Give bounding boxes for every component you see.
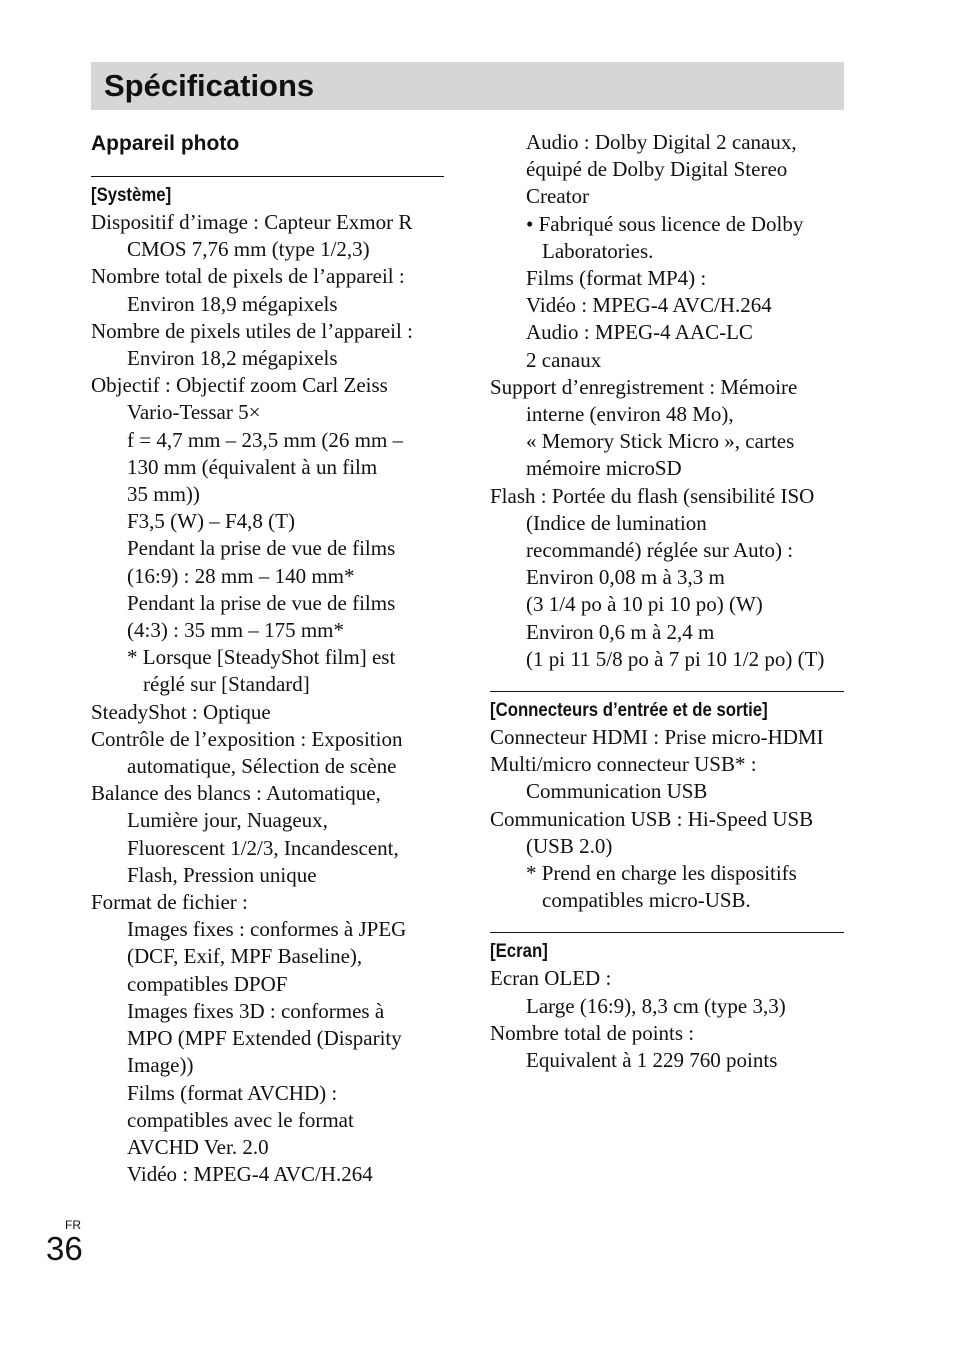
spec-line: Images fixes 3D : conformes à [127, 998, 385, 1023]
page-number: 36 [46, 1230, 83, 1267]
spec-line: SteadyShot : Optique [91, 699, 271, 724]
title-bar [91, 62, 844, 110]
systeme-heading: [Système] [91, 184, 172, 206]
spec-line: Connecteur HDMI : Prise micro-HDMI [490, 725, 824, 750]
spec-line: Format de fichier : [91, 890, 248, 915]
spec-line: Images fixes : conformes à JPEG [127, 917, 407, 942]
spec-line: Creator [526, 184, 589, 209]
spec-line: CMOS 7,76 mm (type 1/2,3) [127, 237, 370, 262]
spec-line: compatibles micro-USB. [542, 888, 751, 913]
spec-line: Objectif : Objectif zoom Carl Zeiss [91, 373, 388, 398]
spec-line: Contrôle de l’exposition : Exposition [91, 726, 403, 751]
section-title: Appareil photo [91, 132, 240, 155]
spec-line: Image)) [127, 1053, 194, 1078]
spec-line: recommandé) réglée sur Auto) : [526, 538, 794, 563]
spec-line: MPO (MPF Extended (Disparity [127, 1026, 402, 1051]
spec-line: F3,5 (W) – F4,8 (T) [127, 509, 295, 534]
connecteurs-heading: [Connecteurs d’entrée et de sortie] [490, 699, 768, 722]
spec-line: Vidéo : MPEG-4 AVC/H.264 [127, 1162, 373, 1187]
spec-line: Environ 0,08 m à 3,3 m [526, 565, 725, 590]
spec-line: Large (16:9), 8,3 cm (type 3,3) [526, 993, 786, 1018]
spec-line: Lumière jour, Nuageux, [127, 808, 328, 833]
right-column [490, 129, 844, 1074]
language-code: FR [65, 1218, 81, 1232]
spec-line: Films (format MP4) : [526, 266, 707, 291]
spec-line: Multi/micro connecteur USB* : [490, 752, 757, 777]
spec-line: (USB 2.0) [526, 833, 613, 858]
spec-line: f = 4,7 mm – 23,5 mm (26 mm – [127, 427, 404, 452]
spec-line: Environ 18,9 mégapixels [127, 291, 338, 316]
spec-line: Audio : Dolby Digital 2 canaux, [526, 130, 797, 154]
section-divider [490, 691, 844, 692]
spec-line: Environ 0,6 m à 2,4 m [526, 619, 715, 644]
spec-line: (DCF, Exif, MPF Baseline), [127, 944, 363, 969]
spec-line: Pendant la prise de vue de films [127, 590, 396, 615]
spec-line: (16:9) : 28 mm – 140 mm* [127, 563, 355, 588]
spec-line: réglé sur [Standard] [143, 672, 310, 697]
spec-line: 130 mm (équivalent à un film [127, 454, 378, 479]
spec-line: « Memory Stick Micro », cartes [526, 429, 795, 454]
spec-line: Support d’enregistrement : Mémoire [490, 374, 798, 399]
section-divider [91, 176, 444, 177]
spec-line: Communication USB [526, 779, 708, 804]
spec-line: Fluorescent 1/2/3, Incandescent, [127, 835, 399, 860]
spec-line: Balance des blancs : Automatique, [91, 781, 381, 806]
spec-line: * Prend en charge les dispositifs [526, 861, 797, 886]
spec-line: Nombre de pixels utiles de l’appareil : [91, 318, 413, 343]
spec-line: Flash, Pression unique [127, 862, 317, 887]
spec-line: Pendant la prise de vue de films [127, 536, 396, 561]
spec-line: Environ 18,2 mégapixels [127, 346, 338, 371]
spec-line: Nombre total de points : [490, 1020, 695, 1045]
spec-line: * Lorsque [SteadyShot film] est [127, 645, 396, 670]
spec-line: interne (environ 48 Mo), [526, 402, 734, 427]
spec-line: Vidéo : MPEG-4 AVC/H.264 [526, 293, 772, 318]
spec-line: Vario-Tessar 5× [127, 400, 261, 425]
spec-line: (Indice de lumination [526, 510, 707, 535]
page-title: Spécifications [104, 68, 315, 103]
left-column [91, 128, 444, 1188]
spec-line: Films (format AVCHD) : [127, 1080, 338, 1105]
spec-line: AVCHD Ver. 2.0 [127, 1134, 269, 1159]
spec-line: Communication USB : Hi-Speed USB [490, 806, 814, 831]
page-number-block [46, 1218, 83, 1267]
spec-line: Laboratories. [542, 238, 654, 263]
spec-line: Equivalent à 1 229 760 points [526, 1048, 778, 1073]
spec-line: Audio : MPEG-4 AAC-LC [526, 320, 753, 345]
systeme-continued-list [490, 129, 844, 673]
spec-line: compatibles DPOF [127, 971, 288, 996]
ecran-heading: [Ecran] [490, 940, 548, 963]
spec-line: équipé de Dolby Digital Stereo [526, 157, 788, 182]
spec-line: Dispositif d’image : Capteur Exmor R [91, 210, 413, 234]
spec-line: 35 mm)) [127, 482, 200, 507]
connecteurs-list [490, 724, 844, 914]
spec-line: 2 canaux [526, 347, 602, 372]
ecran-list [490, 965, 844, 1074]
spec-line: compatibles avec le format [127, 1107, 354, 1132]
spec-line: Ecran OLED : [490, 966, 612, 991]
spec-line: • Fabriqué sous licence de Dolby [526, 211, 804, 236]
spec-line: Nombre total de pixels de l’appareil : [91, 264, 405, 289]
spec-line: mémoire microSD [526, 456, 682, 481]
spec-line: Flash : Portée du flash (sensibilité ISO [490, 483, 815, 508]
section-divider [490, 932, 844, 933]
spec-line: automatique, Sélection de scène [127, 754, 397, 779]
systeme-list [91, 209, 444, 1188]
spec-line: (1 pi 11 5/8 po à 7 pi 10 1/2 po) (T) [526, 646, 825, 671]
spec-line: (4:3) : 35 mm – 175 mm* [127, 618, 344, 643]
spec-line: (3 1/4 po à 10 pi 10 po) (W) [526, 592, 763, 617]
